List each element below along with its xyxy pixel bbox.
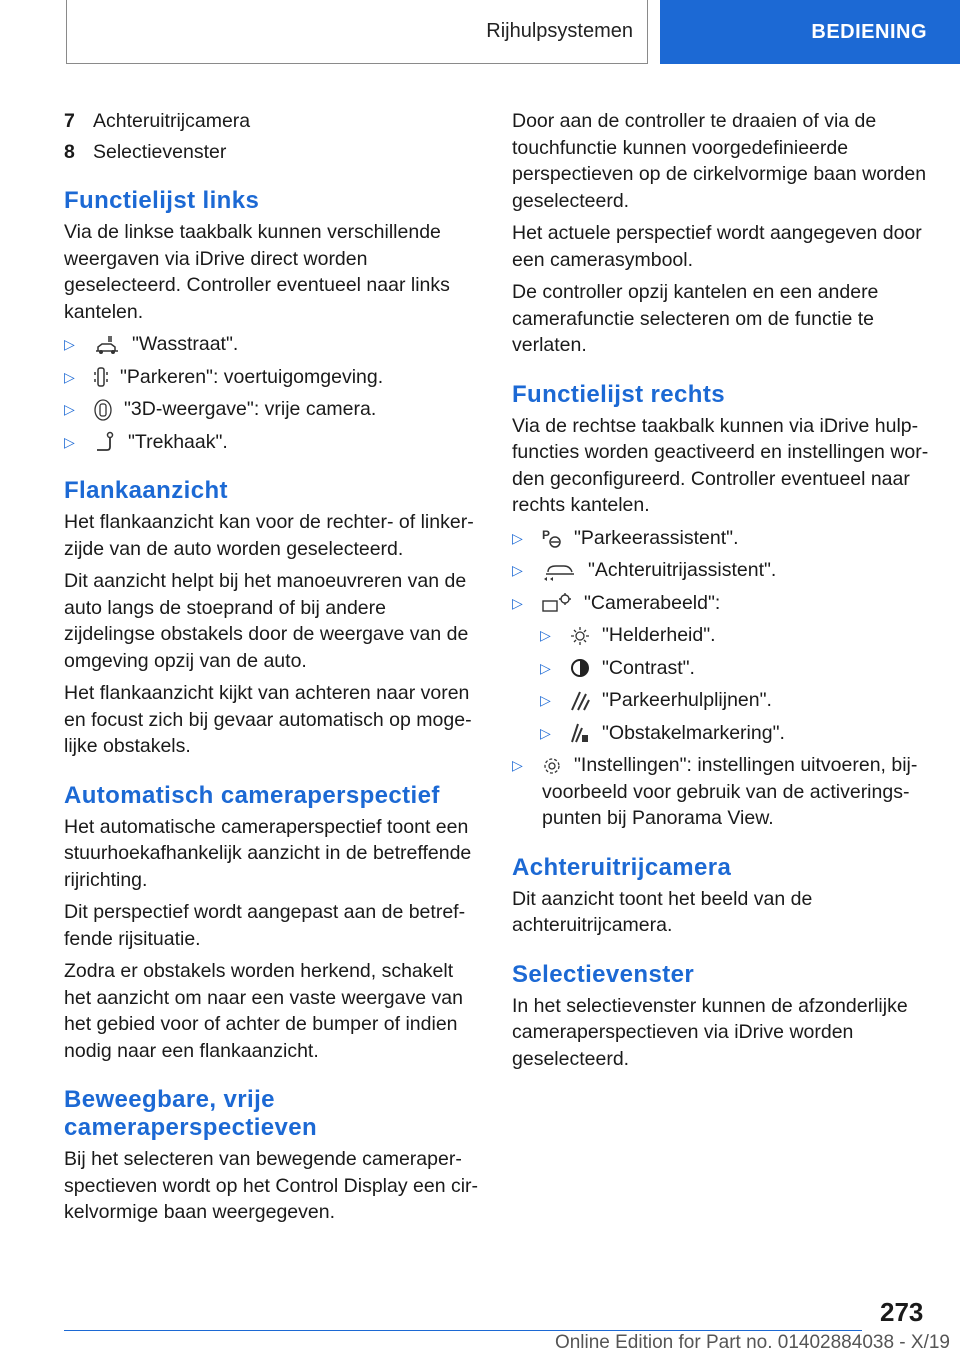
legend-label: Selectievenster (93, 140, 227, 163)
camera-image-icon (542, 592, 572, 614)
paragraph: Het flankaanzicht kan voor de rechter- of linkerzijde van de auto worden geselecteerd. (64, 511, 474, 560)
section-title: Rijhulpsystemen (486, 20, 633, 42)
list-item (540, 655, 930, 682)
function-list-right (512, 525, 930, 832)
triangle-bullet-icon: ▷ (540, 659, 551, 676)
function-list-left (64, 331, 482, 455)
legend-number: 8 (64, 140, 75, 163)
list-item (512, 525, 930, 552)
paragraph: Dit aanzicht toont het beeld van de achteruitrijcamera. (512, 887, 813, 936)
legend-number: 7 (64, 110, 75, 132)
list-item-text: "Camerabeeld": (584, 591, 721, 614)
list-item (540, 687, 930, 714)
heading-selectievenster: Selectievenster (512, 960, 695, 988)
contrast-icon (570, 658, 590, 678)
paragraph: Via de rechtse taakbalk kunnen via iDrive hulpfuncties worden geactiveerd en instellingen worden geconfigureerd. Controller eventueel naar rechts kantelen. (512, 414, 929, 516)
list-item (540, 622, 930, 649)
list-item-text: "Parkeerhulplijnen". (602, 689, 772, 711)
triangle-bullet-icon: ▷ (64, 433, 75, 450)
triangle-bullet-icon: ▷ (512, 757, 523, 773)
triangle-bullet-icon: ▷ (512, 529, 523, 546)
legend-label: Achteruitrijcamera (93, 110, 251, 132)
heading-automatisch-cameraperspectief: Automatisch cameraperspectief (64, 781, 440, 809)
heading-achteruitrijcamera: Achteruitrijcamera (512, 853, 732, 881)
reversing-assistant-icon (542, 560, 576, 582)
paragraph: De controller opzij kantelen en een andere camerafunctie selecteren om de functie te verlaten. (512, 281, 879, 356)
list-item-text: "Obstakelmarkering". (602, 721, 785, 744)
chapter-title: BEDIENING (811, 20, 927, 43)
header-chapter-tab[interactable] (660, 0, 960, 64)
paragraph: Het actuele perspectief wordt aangegeven door een camerasymbool. (512, 222, 922, 271)
brightness-icon (570, 626, 590, 646)
legend-item (64, 108, 482, 135)
list-item (512, 752, 930, 832)
heading-flankaanzicht: Flankaanzicht (64, 477, 228, 504)
list-item-text: "3D-weergave": vrije camera. (124, 398, 377, 420)
paragraph: Via de linkse taakbalk kunnen verschillende weergaven via iDrive direct worden geselecteerd. Controller eventueel naar links kantelen. (64, 221, 450, 323)
triangle-bullet-icon: ▷ (540, 724, 551, 741)
list-item-text: "Wasstraat". (132, 333, 239, 355)
list-item-text: "Helderheid". (602, 624, 716, 646)
list-item (540, 720, 930, 747)
paragraph: Dit aanzicht helpt bij het manoeuvreren van de auto langs de stoeprand of bij andere zijdelingse obstakels door de weergave van de omgeving opzij van de auto. (64, 570, 469, 672)
3d-view-icon (94, 399, 112, 421)
right-column (512, 108, 930, 1078)
triangle-bullet-icon: ▷ (512, 562, 523, 578)
paragraph: Zodra er obstakels worden herkend, schakelt het aanzicht om naar een vaste weergave van het gebied voor of achter de bumper of indien nodig naar een flankaanzicht. (64, 960, 463, 1062)
paragraph: Bij het selecteren van bewegende cameraperspectieven wordt op het Control Display een cirkelvormige baan weergegeven. (64, 1148, 479, 1223)
page-number: 273 (880, 1297, 924, 1327)
paragraph: Het automatische cameraperspectief toont een stuurhoekafhankelijk aanzicht in de betreffende rijrichting. (64, 815, 472, 891)
left-column (64, 108, 482, 1232)
triangle-bullet-icon: ▷ (512, 594, 523, 611)
parking-car-top-icon (94, 366, 108, 388)
paragraph: Door aan de controller te draaien of via de touchfunctie kunnen voorgedefinieerde perspectieven op de cirkelvormige baan worden geselecteerd. (512, 110, 927, 212)
triangle-bullet-icon: ▷ (64, 401, 75, 417)
trailer-hitch-icon (94, 431, 116, 453)
list-item-text: "Instellingen": instellingen uitvoeren, bijvoorbeeld voor gebruik van de activeringspunten bij Panorama View. (542, 754, 918, 829)
parking-assistant-icon (542, 527, 562, 549)
list-item (512, 590, 930, 617)
header-section-title (66, 0, 648, 64)
heading-functielijst-rechts: Functielijst rechts (512, 380, 725, 408)
paragraph: Dit perspectief wordt aangepast aan de betreffende rijsituatie. (64, 901, 466, 950)
svg-text:P: P (542, 528, 551, 543)
list-item (64, 364, 482, 391)
legend-item (64, 139, 482, 166)
list-item (64, 429, 482, 456)
obstacle-marking-icon (570, 722, 590, 744)
heading-functielijst-links: Functielijst links (64, 187, 260, 214)
paragraph: Het flankaanzicht kijkt van achteren naar voren en focust zich bij gevaar automatisch op mogelijke obstakels. (64, 682, 472, 757)
list-item-text: "Contrast". (602, 656, 695, 679)
carwash-icon (94, 334, 120, 356)
list-item-text: "Parkeren": voertuigomgeving. (120, 365, 384, 388)
parking-lines-icon (570, 690, 590, 712)
heading-beweegbare-cameraperspectieven: Beweegbare, vrije cameraperspectieven (64, 1086, 318, 1141)
triangle-bullet-icon: ▷ (540, 627, 551, 643)
list-item (64, 331, 482, 358)
list-item (64, 396, 482, 423)
triangle-bullet-icon: ▷ (64, 336, 75, 352)
paragraph: In het selectievenster kunnen de afzonderlijke cameraperspectieven via iDrive worden geselecteerd. (512, 994, 908, 1070)
list-item-text: "Achteruitrijassistent". (588, 559, 777, 581)
triangle-bullet-icon: ▷ (540, 692, 551, 708)
footer-divider (64, 1330, 862, 1331)
triangle-bullet-icon: ▷ (64, 368, 75, 385)
list-item-text: "Parkeerassistent". (574, 526, 739, 549)
gear-icon (542, 756, 562, 776)
edition-footer: Online Edition for Part no. 01402884038 - X/19 (554, 1332, 950, 1353)
list-item (512, 557, 930, 584)
list-item-text: "Trekhaak". (128, 430, 228, 453)
